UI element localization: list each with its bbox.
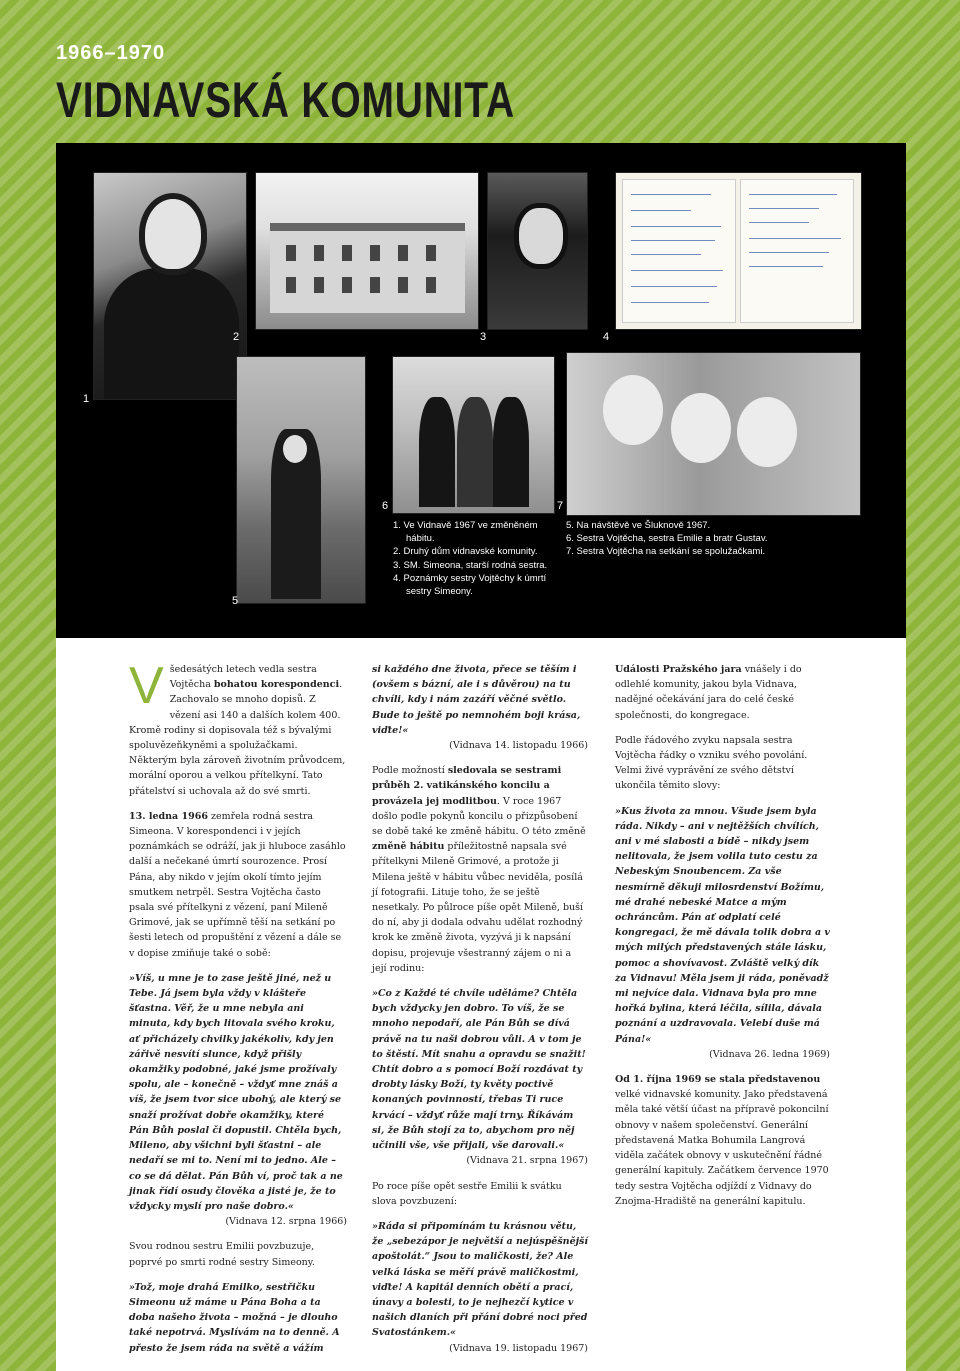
photo-captions-right: 5. Na návštěvě ve Šluknově 1967. 6. Sestra Vojtěcha, sestra Emilie a bratr Gustav. 7. Sestra Vojtěcha na setkání se spolužačkami. [566, 520, 768, 558]
quote: »Ráda si připomínám tu krásnou větu, že „sebezápor je největší a nejúspěšnější apoštolát.“ Jsou to maličkosti, že? Ale velká láska se měří právě maličkostmi, viďte! A kapitál denních obětí a prací, únavy a bolesti, to je nejhezčí kytice v našich dlaních při přání dobré noci před Svatostánkem.« [372, 1220, 589, 1339]
text-column-1: Všedesátých letech vedla sestra Vojtěcha bohatou korespondenci. Zachovalo se mnoho dopisů. Z vězení asi 140 a dalších kolem 400. Kromě rodiny si dopisovala též s bývalými spoluvězeňkyněmi a spolužačkami. Některým byla zároveň životním průvodcem, morální oporou a velkou přítelkyní. Tato přátelství si uchovala až do své smrti. 13. ledna 1966 zemřela rodná sestra Simeona. V korespondenci i v jejích poznámkách se odráží, jak ji hluboce zasáhlo další a nečekané úmrtí sourozence. Prosí Pána, aby nikdo v jejím okolí tímto jejím smutkem netrpěl. Sestra Vojtěcha často psala své přítelkyni z vězení, paní Mileně Grimové, jak se upřímně těší na setkání po šesti letech od propuštění z vězení a dále se v dopise zmiňuje také o sobě: »Víš, u mne je to zase ještě jiné, než u Tebe. Já jsem byla vždy v klášteře šťastna. Věř, že u mne nebyla ani minuta, kdy bych litovala svého kroku, ať přicházely chvilky jakékoliv, kdy jen zářivě nesvítí slunce, když přišly okamžiky podobné, jaké jsme prožívaly spolu, ale – konečně – vždyť mne znáš a víš, že jsem tvor sice ubohý, ale který se snaží prožívat dobře okamžiky, které Pán Bůh poslal či dopustil. Chtěla bych, Mileno, aby všichni byli šťastni – ale nedaří se mi to. Není mi to jedno. Ale – co se dá dělat. Pán Bůh ví, proč tak a ne jinak řídí osudy člověka a jisté je, že to vždycky myslí pro naše dobro.« (Vidnava 12. srpna 1966) Svou rodnou sestru Emilii povzbuzuje, poprvé po smrti rodné sestry Simeony. »Tož, moje drahá Emilko, sestřičku Simeonu už máme u Pána Boha a ta doba našeho života – možná – je dlouho také nepotrvá. Myslívám na to denně. A přesto že jsem ráda na světě a vážím [129, 657, 347, 1354]
photo-number: 4 [603, 331, 610, 343]
text-column-3: Události Pražského jara vnášely i do odlehlé komunity, jakou byla Vidnava, nadějné očekávání jara do celé české společnosti, do kongregace. Podle řádového zvyku napsala sestra Vojtěcha řádky o vzniku svého povolání. Velmi živé vyprávění ze svého dětství ukončila těmito slovy: »Kus života za mnou. Všude jsem byla ráda. Nikdy – ani v nejtěžších chvílích, ani v mé slabosti a bídě – nikdy jsem nelitovala, že jsem volila tuto cestu za Nebeským Snoubencem. Za vše nesmírně děkuji milosrdenství Božímu, mé drahé nebeské Matce a mým ochráncům. Pán ať odplatí celé kongregaci, že mě dávala tolik dobra a v mých milých představených stále lásku, pomoc a shovívavost. Zvláště velký dík za Vidnavu! Měla jsem ji ráda, poněvadž mi nejvíce dala. Vidnava byla pro mne hořká bylina, která léčila, sílila, dávala poznání a uzdravovala. Velebí duše má Pána!« (Vidnava 26. ledna 1969) Od 1. října 1969 se stala představenou velké vidnavské komunity. Jako představená měla také větší účast na přípravě pokoncilní obnovy v našem společenství. Generální představená Matka Bohumila Langrová viděla začátek obnovy v uskutečnění řádné generální kapituly. Začátkem července 1970 tedy sestra Vojtěcha odjíždí z Vidnavy do Znojma-Hradiště na generální kapitulu. [615, 664, 830, 1207]
quote: »Tož, moje drahá Emilko, sestřičku Simeonu už máme u Pána Boha a ta doba našeho života – možná – je dlouho také nepotrvá. Myslívám na to denně. A přesto že jsem ráda na světě a vážím [129, 1281, 340, 1354]
photo-7-classmates [566, 352, 861, 516]
photo-number: 6 [382, 500, 389, 512]
photo-1-nun-portrait [93, 172, 247, 400]
quote: »Co z Každé té chvíle uděláme? Chtěla bych vždycky jen dobro. To víš, že se mnoho nepodaří, ale Pán Bůh se dívá právě na tu naši dobrou vůli. A v tom je to štěstí. Mít snahu a opravdu se snažit! Chtít dobro a s pomocí Boží rozdávat ty drobty lásky Boží, ty květy poctivě konaných povinností, třebas Ti ruce krvácí – vždyť růže mají trny. Říkávám si, že Bůh stojí za to, abychom pro něj učinili vše, vše přijali, vše darovali.« [372, 988, 586, 1152]
photo-number: 7 [557, 500, 564, 512]
quote-date: (Vidnava 19. listopadu 1967) [449, 1342, 588, 1354]
quote-date: (Vidnava 26. ledna 1969) [709, 1048, 830, 1060]
page-title: VIDNAVSKÁ KOMUNITA [56, 72, 515, 128]
photo-2-building [255, 172, 479, 330]
photo-captions-left: 1. Ve Vidnavě 1967 ve změněném hábitu. 2. Druhý dům vidnavské komunity. 3. SM. Simeona, starší rodná sestra. 4. Poznámky sestry Vojtěchy k úmrtí sestry Simeony. [393, 520, 548, 598]
quote: »Víš, u mne je to zase ještě jiné, než u Tebe. Já jsem byla vždy v klášteře šťastna. Věř, že u mne nebyla ani minuta, kdy bych litovala svého kroku, ať přicházely chvilky jakékoliv, kdy jen zářivě nesvítí slunce, když přišly okamžiky podobné, jaké jsme prožívaly spolu, ale – konečně – vždyť mne znáš a víš, že jsem tvor sice ubohý, ale který se snaží prožívat dobře okamžiky, které Pán Bůh poslal či dopustil. Chtěla bych, Mileno, aby všichni byli šťastni – ale nedaří se mi to. Není mi to jedno. Ale – co se dá dělat. Pán Bůh ví, proč tak a ne jinak řídí osudy člověka a jisté je, že to vždycky myslí pro naše dobro.« [129, 972, 343, 1212]
quote: si každého dne života, přece se těším i (ovšem s bázní, ale i s důvěrou) na tu chvíli, kdy i nám zazáří věčné světlo. Bude to ještě po nemnohém boji krása, viďte!« [372, 664, 581, 736]
quote-date: (Vidnava 14. listopadu 1966) [449, 740, 588, 752]
drop-cap: V [129, 657, 164, 715]
photo-number: 1 [83, 393, 90, 405]
text-column-2: si každého dne života, přece se těším i (ovšem s bázní, ale i s důvěrou) na tu chvíli, kdy i nám zazáří věčné světlo. Bude to ještě po nemnohém boji krása, viďte!« (Vidnava 14. listopadu 1966) Podle možností sledovala se sestrami průběh 2. vatikánského koncilu a provázela jej modlitbou. V roce 1967 došlo podle pokynů koncilu o přizpůsobení se době také ke změně hábitu. O této změně změně hábitu příležitostně napsala své přítelkyni Mileně Grimové, a protože ji Milena ještě v hábitu vůbec neviděla, posílá jí fotografii. Lituje toho, že se ještě nesetkaly. Po půlroce píše opět Mileně, buší do ní, aby ji dodala odvahu udělat rozhodný krok ke změně života, vyzývá ji k napsání dopisu, projevuje všestranný zájem o ni a její rodinu: »Co z Každé té chvíle uděláme? Chtěla bych vždycky jen dobro. To víš, že se mnoho nepodaří, ale Pán Bůh se dívá právě na tu naši dobrou vůli. A v tom je to štěstí. Mít snahu a opravdu se snažit! Chtít dobro a s pomocí Boží rozdávat ty drobty lásky Boží, ty květy poctivě konaných povinností, třebas Ti ruce krvácí – vždyť růže mají trny. Říkávám si, že Bůh stojí za to, abychom pro něj učinili vše, vše přijali, vše darovali.« (Vidnava 21. srpna 1967) Po roce píše opět sestře Emilii k svátku slova povzbuzení: »Ráda si připomínám tu krásnou větu, že „sebezápor je největší a nejúspěšnější apoštolát.“ Jsou to maličkosti, že? Ale velká láska se měří právě maličkostmi, viďte! A kapitál denních obětí a prací, únavy a bolesti, to je nejhezčí kytice v našich dlaních při přání dobré noci před Svatostánkem.« (Vidnava 19. listopadu 1967) [372, 662, 588, 1366]
quote-date: (Vidnava 21. srpna 1967) [466, 1155, 588, 1167]
header-years: 1966–1970 [56, 42, 166, 64]
photo-3-sister-simeona [487, 172, 588, 330]
photo-number: 2 [233, 331, 240, 343]
photo-5-visit-sluknov [236, 356, 366, 604]
quote: »Kus života za mnou. Všude jsem byla ráda. Nikdy – ani v nejtěžších chvílích, ani v mé slabosti a bídě – nikdy jsem nelitovala, že jsem volila tuto cestu za Nebeským Snoubencem. Za vše nesmírně děkuji milosrdenství Božímu, mé drahé nebeské Matce a mým ochráncům. Pán ať odplatí celé kongregaci, že mě dávala tolik dobra a v mých milých představených stále lásku, pomoc a shovívavost. Zvláště velký dík za Vidnavu! Měla jsem ji ráda, poněvadž mi nejvíce dala. Vidnava byla pro mne hořká bylina, která léčila, sílila, dávala poznání a uzdravovala. Velebí duše má Pána!« [615, 805, 830, 1045]
quote-date: (Vidnava 12. srpna 1966) [225, 1216, 347, 1228]
photo-6-family [392, 356, 555, 514]
photo-4-notebook [615, 172, 862, 330]
photo-number: 3 [480, 331, 487, 343]
photo-number: 5 [232, 595, 239, 607]
